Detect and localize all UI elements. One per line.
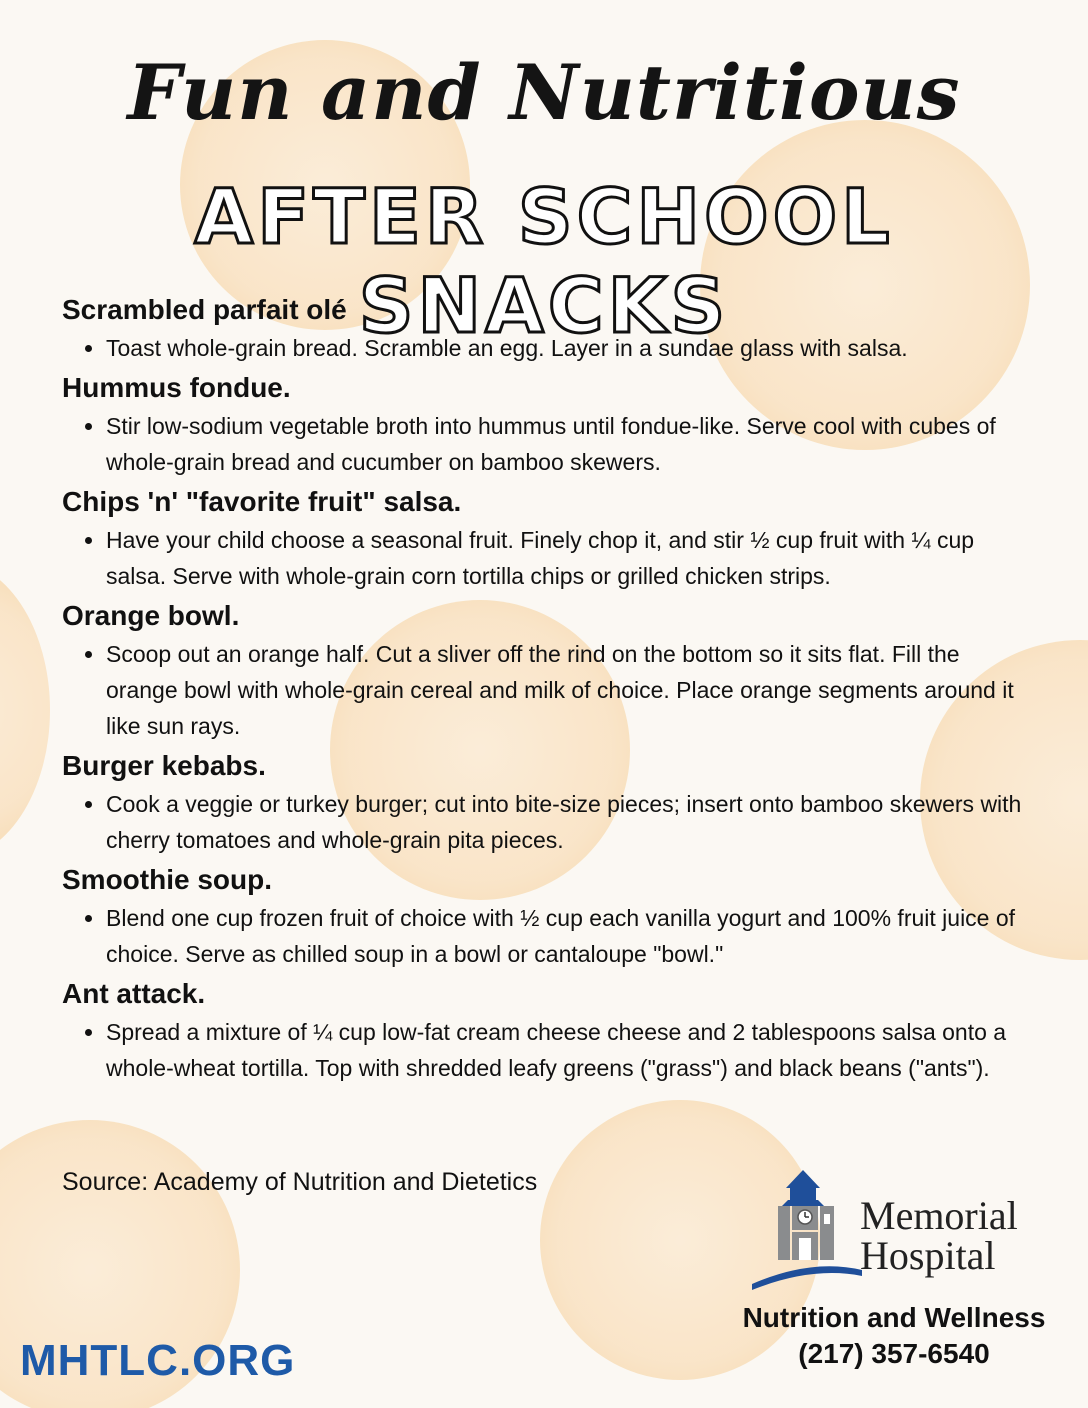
memorial-hospital-logo xyxy=(752,1166,1042,1294)
snack-item xyxy=(62,748,1037,858)
source-citation: Source: Academy of Nutrition and Dietetics xyxy=(62,1168,538,1196)
snack-item xyxy=(62,484,1037,594)
snack-list xyxy=(62,292,1037,1090)
snack-title: Scrambled parfait olé xyxy=(62,294,347,325)
logo-text-memorial: Memorial xyxy=(860,1193,1018,1238)
website-link[interactable]: MHTLC.ORG xyxy=(20,1336,296,1385)
snack-description: • Blend one cup frozen fruit of choice with ½ cup each vanilla yogurt and 100% fruit juice of choice. Serve as chilled soup in a bowl or cantaloupe "bowl." xyxy=(106,900,1037,972)
snack-item xyxy=(62,862,1037,972)
hospital-building-icon xyxy=(752,1166,862,1294)
snack-description: • Stir low-sodium vegetable broth into hummus until fondue-like. Serve cool with cubes of whole-grain bread and cucumber on bamboo skewers. xyxy=(106,408,1037,480)
script-title: Fun and Nutritious xyxy=(127,48,961,137)
snack-title: Ant attack. xyxy=(62,978,206,1009)
snack-description: • Have your child choose a seasonal fruit. Finely chop it, and stir ½ cup fruit with ¼ cup salsa. Serve with whole-grain corn tortilla chips or grilled chicken strips. xyxy=(106,522,1037,594)
orange-slice xyxy=(0,560,50,860)
snack-item xyxy=(62,598,1037,744)
snack-description: • Scoop out an orange half. Cut a sliver off the rind on the bottom so it sits flat. Fill the orange bowl with whole-grain cereal and milk of choice. Place orange segments around it like sun rays. xyxy=(106,636,1037,744)
snack-item xyxy=(62,976,1037,1086)
main-title: AFTER SCHOOL SNACKS xyxy=(194,172,894,350)
snack-title: Chips 'n' "favorite fruit" salsa. xyxy=(62,486,462,517)
snack-item xyxy=(62,370,1037,480)
department-name: Nutrition and Wellness xyxy=(742,1302,1046,1333)
snack-title: Smoothie soup. xyxy=(62,864,272,895)
snack-title: Orange bowl. xyxy=(62,600,240,631)
department-contact xyxy=(724,1300,1064,1372)
phone-number[interactable]: (217) 357-6540 xyxy=(798,1338,990,1369)
snack-description: • Spread a mixture of ¼ cup low-fat cream cheese cheese and 2 tablespoons salsa onto a whole-wheat tortilla. Top with shredded leafy greens ("grass") and black beans ("ants"). xyxy=(106,1014,1037,1086)
snack-title: Hummus fondue. xyxy=(62,372,291,403)
snack-description: • Cook a veggie or turkey burger; cut into bite-size pieces; insert onto bamboo skewers with cherry tomatoes and whole-grain pita pieces. xyxy=(106,786,1037,858)
snack-description: • Toast whole-grain bread. Scramble an egg. Layer in a sundae glass with salsa. xyxy=(106,330,1037,366)
snack-item xyxy=(62,292,1037,366)
logo-text-hospital: Hospital xyxy=(860,1233,996,1278)
snack-title: Burger kebabs. xyxy=(62,750,266,781)
